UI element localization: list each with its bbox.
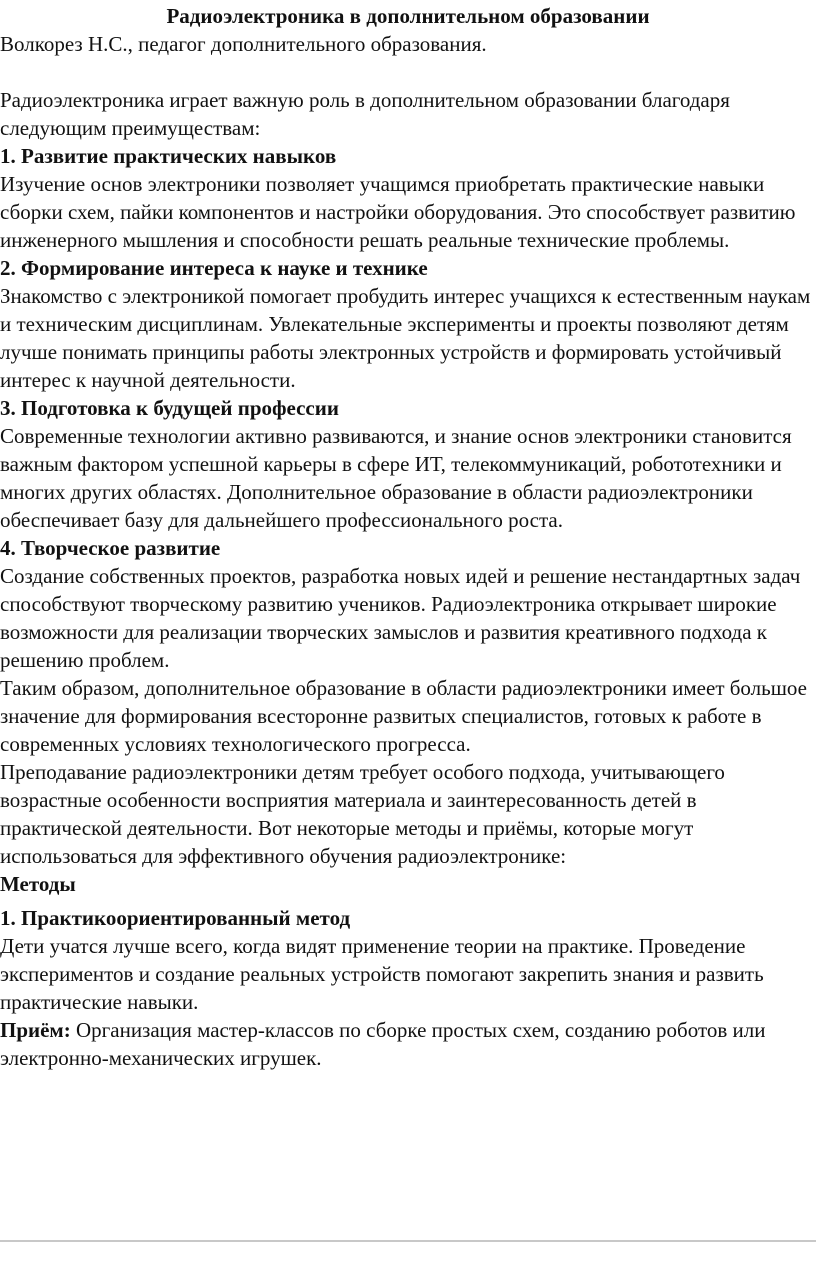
technique-label: Приём:	[0, 1018, 71, 1042]
methods-heading: Методы	[0, 872, 76, 896]
section-text-4: Создание собственных проектов, разработка новых идей и решение нестандартных задач способствуют творческому развитию учеников. Радиоэлектроника открывает широкие возможности для реализации творческих замыслов и развития креативного подхода к решению проблем.	[0, 564, 801, 672]
author-line: Волкорез Н.С., педагог дополнительного образования.	[0, 32, 487, 56]
section-heading-4: 4. Творческое развитие	[0, 536, 221, 560]
method-1-technique	[0, 1016, 816, 1072]
section-heading-3: 3. Подготовка к будущей профессии	[0, 396, 339, 420]
technique-text: Организация мастер-классов по сборке простых схем, созданию роботов или электронно-механических игрушек.	[0, 1018, 766, 1070]
section-text-1: Изучение основ электроники позволяет учащимся приобретать практические навыки сборки схем, пайки компонентов и настройки оборудования. Это способствует развитию инженерного мышления и способности решать реальные технические проблемы.	[0, 172, 796, 252]
document-title: Радиоэлектроника в дополнительном образовании	[166, 4, 650, 28]
page-bottom-divider	[0, 1240, 816, 1242]
blank-line	[0, 58, 816, 86]
methods-intro-paragraph: Преподавание радиоэлектроники детям требует особого подхода, учитывающего возрастные особенности восприятия материала и заинтересованность детей в практической деятельности. Вот некоторые методы и приёмы, которые могут использоваться для эффективного обучения радиоэлектронике:	[0, 760, 725, 868]
intro-paragraph: Радиоэлектроника играет важную роль в дополнительном образовании благодаря следующим преимуществам:	[0, 88, 730, 140]
section-heading-1: 1. Развитие практических навыков	[0, 144, 337, 168]
document-page	[0, 2, 816, 1072]
method-1-text: Дети учатся лучше всего, когда видят применение теории на практике. Проведение экспериментов и создание реальных устройств помогают закрепить знания и развить практические навыки.	[0, 934, 764, 1014]
section-text-3: Современные технологии активно развиваются, и знание основ электроники становится важным фактором успешной карьеры в сфере ИТ, телекоммуникаций, робототехники и многих других областях. Дополнительное образование в области радиоэлектроники обеспечивает базу для дальнейшего профессионального роста.	[0, 424, 792, 532]
method-1-heading: 1. Практикоориентированный метод	[0, 906, 351, 930]
section-text-2: Знакомство с электроникой помогает пробудить интерес учащихся к естественным наукам и техническим дисциплинам. Увлекательные эксперименты и проекты позволяют детям лучше понимать принципы работы электронных устройств и формировать устойчивый интерес к научной деятельности.	[0, 284, 811, 392]
conclusion-paragraph: Таким образом, дополнительное образование в области радиоэлектроники имеет большое значение для формирования всесторонне развитых специалистов, готовых к работе в современных условиях технологического прогресса.	[0, 676, 807, 756]
section-heading-2: 2. Формирование интереса к науке и технике	[0, 256, 428, 280]
